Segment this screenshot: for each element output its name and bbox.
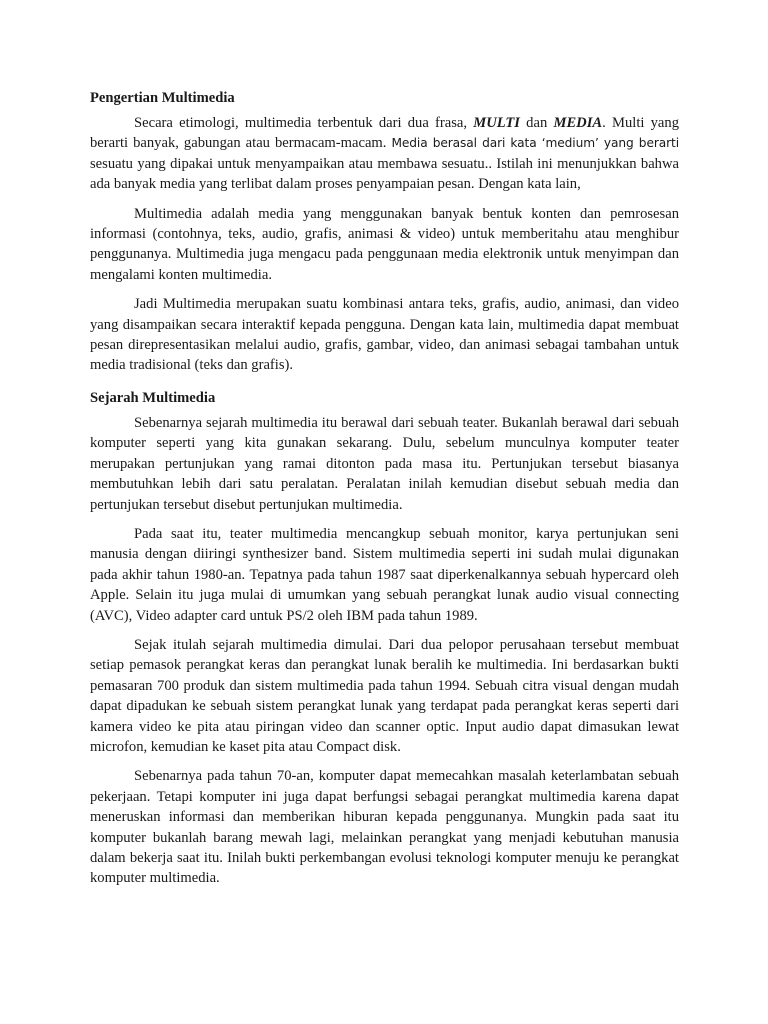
text-run: dan [519,115,554,131]
paragraph-etimologi [90,113,679,195]
paragraph-pelopor: Sejak itulah sejarah multimedia dimulai. Dari dua pelopor perusahaan tersebut membuat setiap pemasok perangkat keras dan perangkat lunak beralih ke multimedia. Ini berdasarkan bukti pemasaran 700 produk dan sistem multimedia pada tahun 1994. Sebuah citra visual dengan mudah dapat dipadukan ke sebuah sistem perangkat lunak yang terdapat pada perangkat keras seperti dari kamera video ke pita atau piringan video dan scanner optic. Input audio dapat dimasukan lewat microfon, kemudian ke kaset pita atau Compact disk. [90,636,679,755]
text-run-sans: Media berasal dari kata ‘medium’ yang berarti [391,136,679,151]
heading-pengertian-multimedia: Pengertian Multimedia [90,90,235,106]
text-run: . Multi yang berarti banyak, gabungan atau bermacam-macam. [90,115,679,152]
emphasis-multi: MULTI [473,115,520,131]
heading-sejarah-multimedia: Sejarah Multimedia [90,389,216,406]
paragraph-70an: Sebenarnya pada tahun 70-an, komputer dapat memecahkan masalah keterlambatan sebuah pekerjaan. Tetapi komputer ini juga dapat berfungsi sebagai perangkat multimedia karena dapat meneruskan informasi dan memberikan hiburan kepada penggunanya. Mungkin pada saat itu komputer bukanlah barang mewah lagi, melainkan perangkat yang menjadi kebutuhan manusia dalam bekerja saat itu. Inilah bukti perkembangan evolusi teknologi komputer menuju ke perangkat komputer multimedia. [90,768,679,887]
paragraph-teater: Sebenarnya sejarah multimedia itu berawal dari sebuah teater. Bukanlah berawal dari sebuah komputer seperti yang kita gunakan sekarang. Dulu, sebelum munculnya komputer teater merupakan pertunjukan yang ramai ditonton pada masa itu. Pertunjukan tersebut biasanya membutuhkan lebih dari satu peralatan. Peralatan inilah kemudian disebut sebuah media dan pertunjukan tersebut disebut pertunjukan multimedia. [90,414,679,513]
document-page [90,88,679,898]
text-run: Secara etimologi, multimedia terbentuk dari dua frasa, [134,115,474,131]
emphasis-media: MEDIA [553,115,603,131]
paragraph-kombinasi: Jadi Multimedia merupakan suatu kombinasi antara teks, grafis, audio, animasi, dan video yang disampaikan secara interaktif kepada pengguna. Dengan kata lain, multimedia dapat membuat pesan direpresentasikan melalui audio, grafis, gambar, video, dan animasi sebagai tambahan untuk media tradisional (teks dan grafis). [90,296,679,374]
paragraph-definisi: Multimedia adalah media yang menggunakan banyak bentuk konten dan pemrosesan informasi (contohnya, teks, audio, grafis, animasi & video) untuk memberitahu atau menghibur penggunanya. Multimedia juga mengacu pada penggunaan media elektronik untuk menyimpan dan mengalami konten multimedia. [90,205,679,283]
text-run: sesuatu yang dipakai untuk menyampaikan atau membawa sesuatu.. Istilah ini menunjukkan bahwa ada banyak media yang terlibat dalam proses penyampaian pesan. Dengan kata lain, [90,155,679,193]
paragraph-1980an: Pada saat itu, teater multimedia mencangkup sebuah monitor, karya pertunjukan seni manusia dengan diiringi synthesizer band. Sistem multimedia seperti ini sudah mulai digunakan pada akhir tahun 1980-an. Tepatnya pada tahun 1987 saat diperkenalkannya sebuah hypercard oleh Apple. Selain itu juga mulai di umumkan yang sebuah perangkat lunak audio visual connecting (AVC), Video adapter card untuk PS/2 oleh IBM pada tahun 1989. [90,525,679,624]
